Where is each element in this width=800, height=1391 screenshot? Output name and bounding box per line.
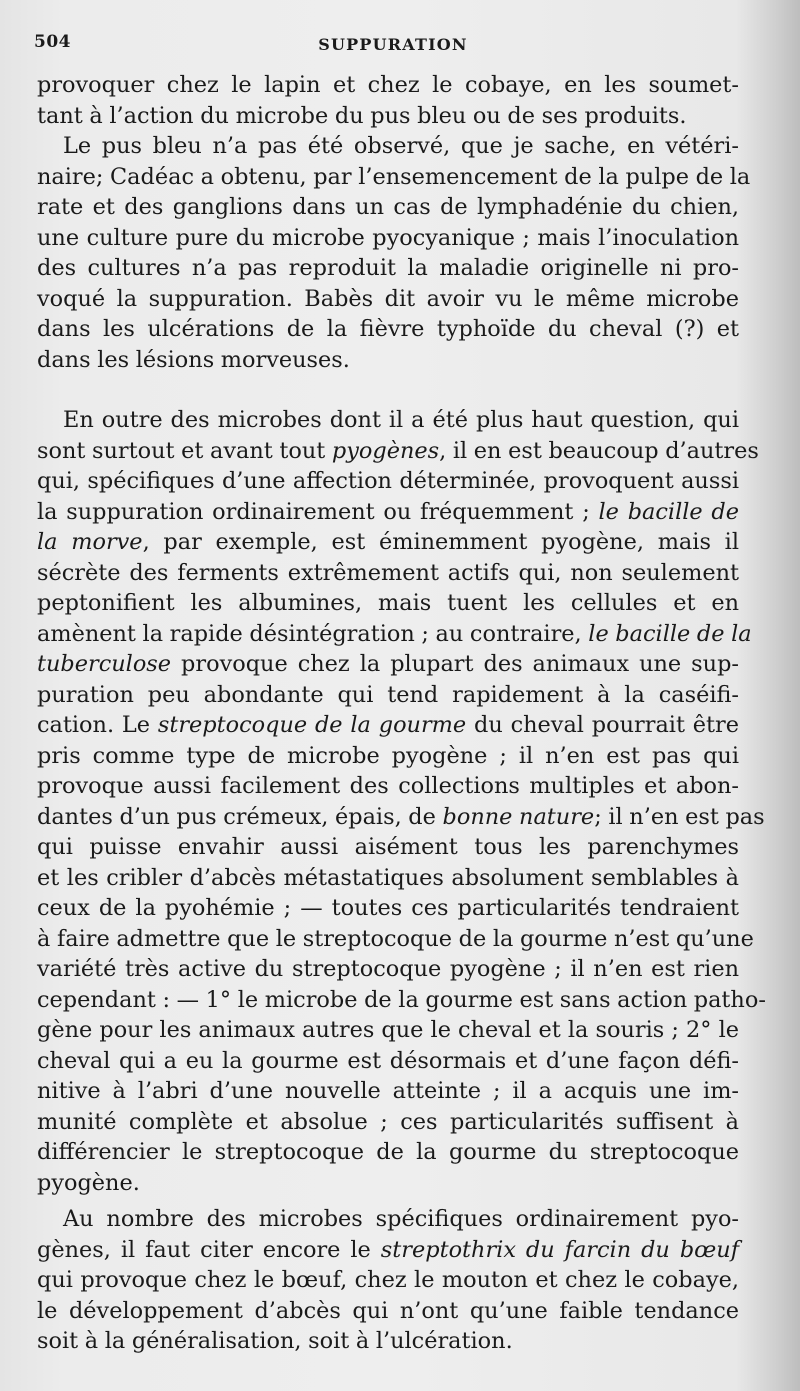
text-run: du cheval pourrait être [466, 712, 739, 738]
text-run: cependant : — 1° le microbe de la gourme est sans action patho- [37, 986, 766, 1013]
text-run: qui puisse envahir aussi aisément tous les parenchymes [37, 834, 739, 860]
text-line [37, 832, 739, 863]
text-line: naire; Cadéac a obtenu, par l’ensemencement de la pulpe de la [37, 163, 751, 190]
paragraph-2 [37, 131, 751, 375]
text-run: le développement d’abcès qui n’ont qu’une faible tendance [37, 1297, 739, 1324]
text-line [37, 466, 739, 497]
text-line [37, 405, 739, 436]
italic-term: streptocoque de la gourme [157, 712, 467, 738]
text-run: puration peu abondante qui tend rapidement à la caséifi- [37, 681, 739, 708]
text-run: pyogène. [37, 1169, 140, 1196]
text-line [37, 924, 754, 955]
paragraph-3 [37, 405, 766, 1198]
text-run: cation. Le [37, 712, 158, 738]
text-line: dans les ulcérations de la fièvre typhoïde du cheval (?) et [37, 316, 739, 342]
text-line [37, 588, 739, 619]
text-line [37, 1265, 739, 1296]
text-run: la suppuration ordinairement ou fréquemment ; [37, 498, 599, 525]
text-run: différencier le streptocoque de la gourme du streptocoque [37, 1139, 739, 1165]
text-run: provoque chez la plupart des animaux une sup- [171, 651, 739, 677]
text-run: dantes d’un pus crémeux, épais, de [37, 803, 443, 830]
text-run: amènent la rapide désintégration ; au contraire, [37, 620, 589, 647]
text-run: peptonifient les albumines, mais tuent les cellules et en [37, 590, 739, 616]
italic-term: le bacille de [598, 498, 739, 525]
italic-term: pyogènes [331, 437, 440, 464]
text-run: qui provoque chez le bœuf, chez le mouton et chez le cobaye, [37, 1267, 739, 1293]
text-run: , il en est beaucoup d’autres [439, 437, 759, 464]
text-line: une culture pure du microbe pyocyanique ; mais l’inoculation [37, 224, 739, 251]
text-line [37, 710, 739, 741]
italic-term: la morve [37, 529, 143, 555]
body-text [37, 70, 766, 1357]
text-line [37, 680, 739, 711]
text-run: à faire admettre que le streptocoque de la gourme n’est qu’une [37, 925, 754, 952]
text-run: gène pour les animaux autres que le cheval et la souris ; 2° le [37, 1017, 739, 1043]
text-line [37, 649, 739, 680]
text-line [37, 619, 752, 650]
section-spacer [37, 375, 739, 405]
text-line [37, 771, 739, 802]
text-line [37, 1107, 739, 1138]
paragraph-1 [37, 70, 739, 131]
text-line [37, 527, 739, 558]
text-line [37, 1015, 739, 1046]
text-run: Au nombre des microbes spécifiques ordinairement pyo- [63, 1206, 739, 1232]
text-run: soit à la généralisation, soit à l’ulcération. [37, 1328, 513, 1354]
text-run: sécrète des ferments extrêmement actifs qui, non seulement [37, 559, 739, 586]
text-line [37, 954, 739, 985]
text-line [37, 1296, 739, 1327]
text-run: provoque aussi facilement des collections multiples et abon- [37, 773, 739, 799]
text-line: rate et des ganglions dans un cas de lymphadénie du chien, [37, 194, 739, 220]
italic-term: tuberculose [37, 651, 172, 677]
text-run: En outre des microbes dont il a été plus haut question, qui [63, 407, 739, 433]
text-line [37, 436, 759, 467]
text-run: qui, spécifiques d’une affection déterminée, provoquent aussi [37, 468, 739, 494]
italic-term: le bacille de la [588, 620, 752, 647]
page-header [34, 30, 752, 58]
page-number: 504 [34, 32, 71, 52]
text-run: nitive à l’abri d’une nouvelle atteinte ; il a acquis une im- [37, 1078, 739, 1104]
text-line [37, 985, 766, 1016]
text-line [37, 863, 739, 894]
text-line: dans les lésions morveuses. [37, 346, 350, 373]
running-head: SUPPURATION [318, 34, 468, 54]
text-line: des cultures n’a pas reproduit la maladie originelle ni pro- [37, 255, 739, 281]
paragraph-4 [37, 1204, 739, 1357]
text-line [37, 1137, 739, 1168]
text-line: tant à l’action du microbe du pus bleu ou de ses produits. [37, 102, 687, 129]
italic-term: bonne nature [442, 803, 595, 830]
text-line [37, 1326, 739, 1357]
text-run: et les cribler d’abcès métastatiques absolument semblables à [37, 864, 739, 891]
text-run: pris comme type de microbe pyogène ; il n’en est pas qui [37, 742, 739, 769]
text-run: variété très active du streptocoque pyogène ; il n’en est rien [37, 956, 739, 982]
text-line: Le pus bleu n’a pas été observé, que je sache, en vétéri- [63, 133, 739, 159]
text-line: provoquer chez le lapin et chez le cobaye, en les soumet- [37, 72, 739, 98]
text-run: sont surtout et avant tout [37, 437, 332, 464]
text-line [37, 893, 739, 924]
italic-term: streptothrix du farcin du bœuf [380, 1236, 739, 1263]
text-run: cheval qui a eu la gourme est désormais et d’une façon défi- [37, 1047, 739, 1074]
text-run: ceux de la pyohémie ; — toutes ces particularités tendraient [37, 895, 739, 921]
text-line [37, 802, 765, 833]
text-line [37, 1076, 739, 1107]
text-run: , par exemple, est éminemment pyogène, mais il [142, 529, 739, 555]
text-line [37, 1204, 739, 1235]
text-run: gènes, il faut citer encore le [37, 1236, 381, 1263]
text-line [37, 558, 739, 589]
text-line [37, 1168, 739, 1199]
text-line [37, 1235, 739, 1266]
text-line [37, 497, 739, 528]
text-run: ; il n’en est pas [594, 803, 765, 830]
text-run: munité complète et absolue ; ces particularités suffisent à [37, 1108, 739, 1135]
text-line: voqué la suppuration. Babès dit avoir vu le même microbe [37, 285, 739, 312]
text-line [37, 741, 739, 772]
text-line [37, 1046, 739, 1077]
